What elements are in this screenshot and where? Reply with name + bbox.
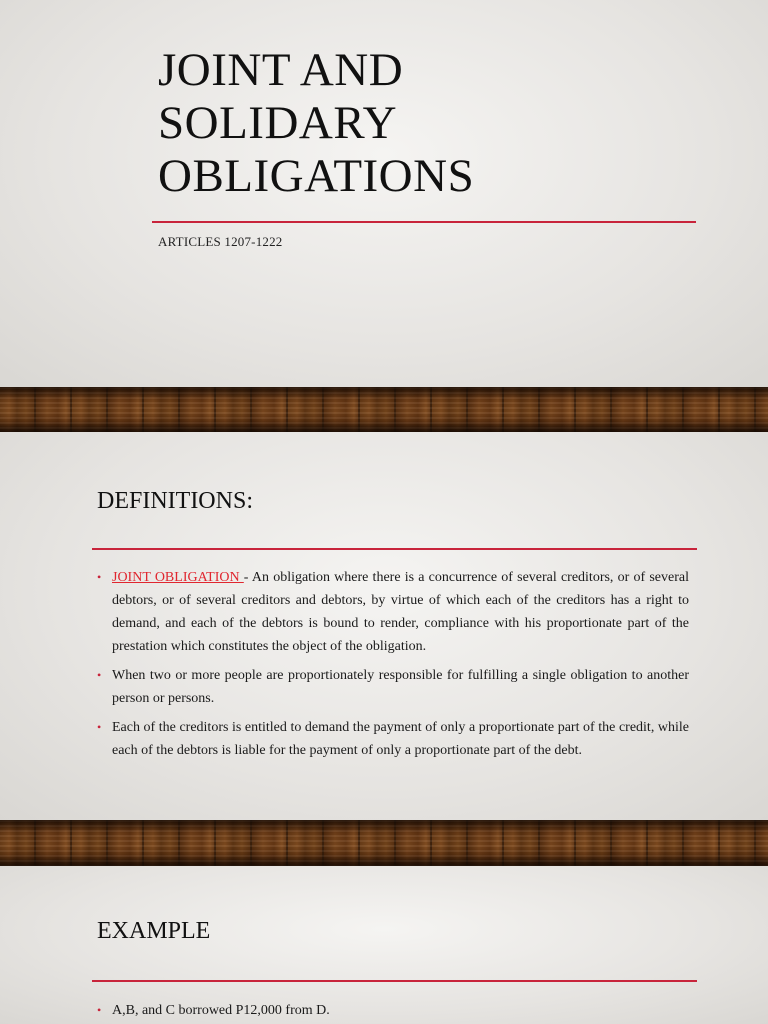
- example-slide: [0, 866, 768, 1024]
- list-item: [97, 716, 689, 762]
- title-line: OBLIGATIONS: [158, 150, 475, 202]
- term-label: JOINT OBLIGATION: [112, 570, 244, 585]
- bullet-text: A,B, and C borrowed P12,000 from D.: [112, 1003, 330, 1018]
- title-slide: [0, 0, 768, 387]
- list-item: [97, 999, 689, 1022]
- slide-subtitle: ARTICLES 1207-1222: [158, 234, 283, 249]
- list-item: [97, 566, 689, 658]
- bullet-icon: •: [97, 570, 102, 584]
- title-line: SOLIDARY: [158, 97, 398, 149]
- list-item: [97, 664, 689, 710]
- heading-divider: [92, 980, 697, 982]
- bullet-list: [97, 566, 689, 768]
- bullet-list: [97, 999, 689, 1024]
- slide-heading: EXAMPLE: [97, 918, 211, 944]
- title-line: JOINT AND: [158, 44, 404, 96]
- slide-heading: DEFINITIONS:: [97, 488, 253, 514]
- wood-floor-band: [0, 387, 768, 432]
- bullet-icon: •: [97, 1003, 102, 1017]
- bullet-icon: •: [97, 668, 102, 682]
- wood-floor-band: [0, 820, 768, 866]
- bullet-text: When two or more people are proportionately responsible for fulfilling a single obligation to another person or persons.: [112, 668, 689, 706]
- heading-divider: [92, 548, 697, 550]
- title-divider: [152, 221, 696, 223]
- bullet-icon: •: [97, 720, 102, 734]
- slide-title: [158, 44, 474, 203]
- bullet-text: - An obligation where there is a concurrence of several creditors, or of several debtors, or of several creditors and debtors, by virtue of which each of the creditors has a right to demand, and each of the debtors is bound to render, compliance with his proportionate part of the prestation which constitutes the object of the obligation.: [112, 570, 689, 654]
- bullet-text: Each of the creditors is entitled to demand the payment of only a proportionate part of the credit, while each of the debtors is liable for the payment of only a proportionate part of the debt.: [112, 720, 689, 758]
- definitions-slide: [0, 432, 768, 820]
